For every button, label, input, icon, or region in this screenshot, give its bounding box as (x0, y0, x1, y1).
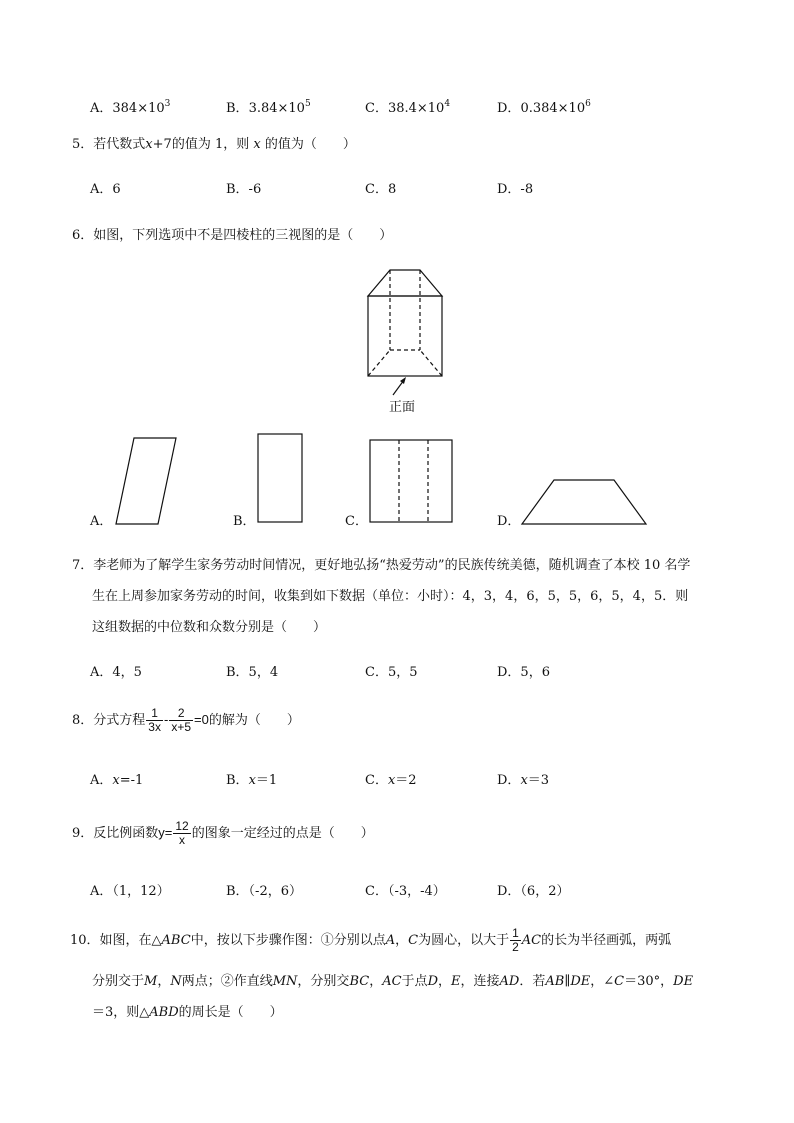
q7-option-a[interactable]: A．4，5 (90, 665, 142, 680)
option-value: ＝1 (255, 773, 278, 788)
question-10-line-2 (92, 972, 693, 992)
question-text: ＝30°， (624, 974, 674, 989)
variable: x (253, 137, 261, 152)
q5-options (0, 180, 794, 200)
question-text: 的长为半径画弧，两弧 (541, 933, 672, 948)
half-fraction (510, 927, 521, 954)
segment-label: AC (521, 933, 542, 948)
fraction-denominator: x (179, 833, 186, 847)
option-mantissa: 384×10 (112, 101, 165, 116)
q9-option-a[interactable]: A．（1，12） (90, 884, 170, 899)
q8-options (0, 771, 794, 791)
option-letter: A． (90, 101, 113, 116)
segment-label: DE (570, 974, 591, 989)
variable: x (248, 773, 256, 788)
q6-option-b-letter[interactable]: B． (233, 514, 256, 529)
question-text: 9．反比例函数 (72, 826, 159, 841)
q8-option-c[interactable] (365, 771, 417, 791)
question-text: ＝3，则△ (92, 1005, 150, 1020)
q7-option-c[interactable]: C．5，5 (365, 665, 418, 680)
fraction-numerator: 12 (175, 819, 189, 833)
question-text: ．若 (519, 974, 546, 989)
option-letter: B． (226, 101, 249, 116)
triangle-label: ABC (161, 933, 191, 948)
q9-options (0, 882, 794, 902)
question-text: 8．分式方程 (72, 713, 146, 728)
question-5 (72, 135, 356, 155)
equals-zero: =0 (194, 712, 209, 727)
option-exponent: 5 (304, 99, 311, 109)
question-text: ， (438, 974, 452, 989)
question-text: 的值为 1，则 (171, 137, 250, 152)
fraction-denominator: 2 (512, 940, 519, 954)
point-label: D (427, 974, 438, 989)
segment-label: BC (349, 974, 370, 989)
q6-option-a-parallelogram[interactable] (110, 432, 182, 528)
option-value: ＝2 (395, 773, 417, 788)
angle-label: C (614, 974, 625, 989)
option-value: ＝3 (527, 773, 550, 788)
option-mantissa: 3.84×10 (248, 101, 305, 116)
point-label: N (170, 974, 182, 989)
q7-option-b[interactable]: B．5，4 (226, 665, 279, 680)
q7-option-d[interactable]: D．5，6 (497, 665, 550, 680)
option-exponent: 3 (164, 99, 171, 109)
variable: x (112, 773, 120, 788)
q7-options (0, 663, 794, 683)
point-label: M (144, 974, 158, 989)
question-7-line-3: 这组数据的中位数和众数分别是（ ） (92, 620, 327, 635)
fraction-numerator: 2 (169, 707, 193, 721)
option-mantissa: 0.384×10 (520, 101, 586, 116)
expression: +7 (152, 137, 172, 152)
parallel-symbol: ∥ (564, 974, 571, 989)
q4-option-b[interactable] (226, 94, 311, 119)
question-text: 的图象一定经过的点是（ ） (191, 826, 374, 841)
q6-option-d-letter[interactable]: D． (497, 514, 521, 529)
question-6: 6．如图，下列选项中不是四棱柱的三视图的是（ ） (72, 228, 393, 243)
q5-option-a[interactable]: A．6 (90, 182, 121, 197)
fraction-denominator: x+5 (171, 720, 191, 734)
segment-label: AB (545, 974, 565, 989)
question-9 (72, 816, 374, 851)
option-value: =-1 (119, 773, 144, 788)
question-text: ， (157, 974, 171, 989)
segment-label: AC (382, 974, 402, 989)
q5-option-c[interactable]: C．8 (365, 182, 397, 197)
option-letter: B． (226, 773, 249, 788)
question-text: 分别交于 (92, 974, 145, 989)
q6-option-d-trapezoid[interactable] (518, 474, 650, 528)
point-label: A (385, 933, 396, 948)
question-number: 5． (72, 137, 94, 152)
q6-option-a-letter[interactable]: A． (90, 514, 113, 529)
variable: x (387, 773, 396, 788)
fraction-2 (169, 707, 193, 734)
question-text: 于点 (401, 974, 428, 989)
segment-label: AD (499, 974, 520, 989)
question-text: 的值为（ ） (264, 137, 356, 152)
question-text: ，∠ (590, 974, 615, 989)
question-7-line-2: 生在上周参加家务劳动的时间，收集到如下数据（单位：小时）：4，3，4，6，5，5，6，5，4，5．则 (92, 589, 689, 604)
q5-option-d[interactable]: D．-8 (497, 182, 534, 197)
question-text: ，分别交 (297, 974, 350, 989)
option-letter: C． (365, 773, 388, 788)
question-text: ， (369, 974, 383, 989)
question-text: 的周长是（ ） (178, 1005, 283, 1020)
question-text: ，连接 (460, 974, 500, 989)
question-text: 两点；②作直线 (181, 974, 273, 989)
minus-sign: - (163, 712, 169, 727)
question-text: 中，按以下步骤作图：①分别以点 (190, 933, 386, 948)
question-text: 10．如图，在△ (70, 933, 162, 948)
q6-prism-figure (360, 262, 450, 414)
q8-option-a[interactable] (90, 771, 143, 791)
fraction-1 (146, 707, 163, 734)
variable: x (145, 137, 153, 152)
question-10-line-3 (92, 1003, 283, 1023)
q9-option-b[interactable]: B．（-2，6） (226, 884, 302, 899)
variable: x (520, 773, 528, 788)
option-letter: A． (90, 773, 113, 788)
q4-options (0, 94, 794, 114)
function-y: y= (158, 825, 173, 840)
fraction (173, 820, 190, 847)
option-letter: C． (365, 101, 388, 116)
question-7-line-1: 7．李老师为了解学生家务劳动时间情况，更好地弘扬“热爱劳动”的民族传统美德，随机调查了本校 10 名学 (72, 558, 691, 573)
point-label: C (408, 933, 419, 948)
question-text: 若代数式 (93, 137, 146, 152)
q9-option-d[interactable]: D．（6，2） (497, 884, 570, 899)
q8-option-d[interactable] (497, 771, 549, 791)
q8-option-b[interactable] (226, 771, 277, 791)
q9-option-c[interactable]: C．（-3，-4） (365, 884, 446, 899)
q6-option-c-letter[interactable]: C． (345, 514, 368, 529)
front-view-label: 正面 (389, 399, 416, 414)
q6-option-c-square-dashed[interactable] (364, 434, 458, 528)
fraction-numerator: 1 (512, 926, 519, 940)
option-exponent: 6 (585, 99, 591, 109)
question-text: ， (395, 933, 409, 948)
option-mantissa: 38.4×10 (387, 101, 445, 116)
segment-label: DE (673, 974, 694, 989)
line-label: MN (272, 974, 298, 989)
option-letter: D． (497, 773, 521, 788)
q5-option-b[interactable]: B．-6 (226, 182, 262, 197)
question-text: 的解为（ ） (208, 713, 300, 728)
q6-option-b-rectangle[interactable] (252, 428, 308, 528)
question-text: 为圆心，以大于 (418, 933, 510, 948)
fraction-numerator: 1 (146, 707, 163, 721)
point-label: E (451, 974, 461, 989)
option-letter: D． (497, 101, 521, 116)
question-10-line-1 (70, 924, 671, 958)
q4-option-d[interactable] (497, 94, 591, 119)
question-8 (72, 703, 300, 738)
option-exponent: 4 (444, 99, 451, 109)
q4-option-a[interactable] (90, 94, 170, 119)
q4-option-c[interactable] (365, 94, 450, 119)
fraction-denominator: 3x (148, 720, 161, 734)
triangle-label: ABD (149, 1005, 179, 1020)
